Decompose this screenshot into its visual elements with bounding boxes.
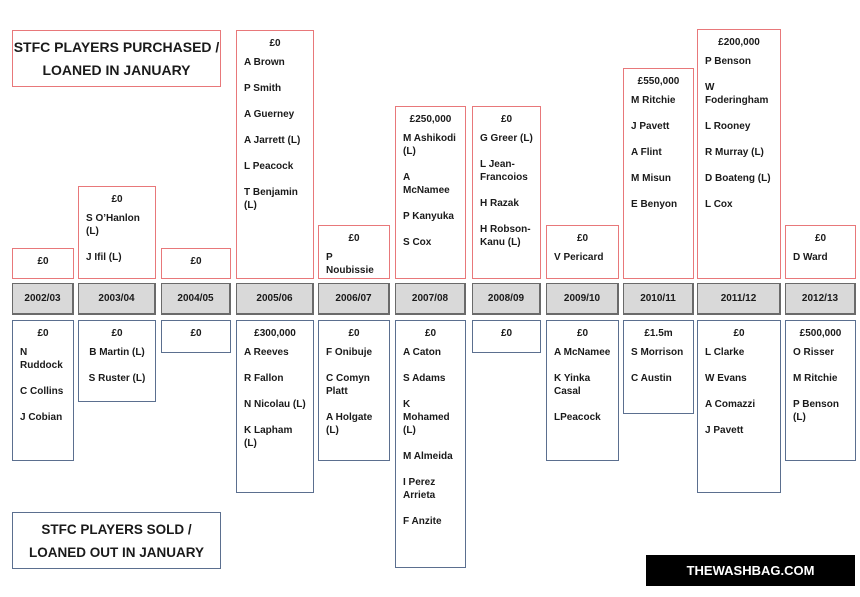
season-label: 2006/07: [318, 283, 390, 315]
sold-box-2009-10: [546, 320, 619, 461]
purchased-box-2012-13: [785, 225, 856, 279]
purchased-title: STFC PLAYERS PURCHASED / LOANED IN JANUARY: [12, 30, 221, 87]
purchased-box-2007-08: [395, 106, 466, 279]
sold-player: A Reeves: [244, 347, 289, 358]
sold-player: K Yinka Casal: [554, 373, 591, 397]
purchased-player: A McNamee: [403, 172, 450, 196]
sold-player: M Ritchie: [793, 373, 838, 384]
season-label: 2010/11: [623, 283, 694, 315]
sold-fee: £0: [190, 328, 202, 339]
purchased-player: H Razak: [480, 198, 519, 209]
purchased-box-2003-04: [78, 186, 156, 279]
purchased-player: L Jean-Francoios: [480, 159, 528, 183]
sold-box-2003-04: [78, 320, 156, 402]
purchased-player: A Guerney: [244, 109, 295, 120]
sold-player: M Almeida: [403, 451, 453, 462]
sold-fee: £0: [348, 328, 360, 339]
sold-player: R Fallon: [244, 373, 284, 384]
purchased-player: T Benjamin (L): [244, 187, 298, 211]
sold-fee: £1.5m: [644, 328, 673, 339]
purchased-box-2005-06: [236, 30, 314, 279]
season-label: 2005/06: [236, 283, 314, 315]
sold-player: K Mohamed (L): [403, 399, 450, 436]
sold-box-2005-06: [236, 320, 314, 493]
purchased-player: J Ifil (L): [86, 252, 122, 263]
sold-player: B Martin (L): [89, 347, 145, 358]
sold-player: C Collins: [20, 386, 64, 397]
purchased-player: S Cox: [403, 237, 432, 248]
purchased-box-2011-12: [697, 29, 781, 279]
purchased-fee: £0: [500, 114, 513, 125]
purchased-player: D Ward: [793, 252, 828, 263]
purchased-fee: £0: [269, 38, 281, 49]
purchased-player: A Jarrett (L): [244, 135, 301, 146]
purchased-fee: £0: [37, 256, 49, 267]
sold-player: L Clarke: [705, 347, 745, 358]
sold-player: I Perez Arrieta: [403, 477, 436, 501]
sold-box-2002-03: [12, 320, 74, 461]
season-label: 2007/08: [395, 283, 466, 315]
purchased-player: G Greer (L): [480, 133, 533, 144]
purchased-player: W Foderingham: [705, 82, 769, 106]
sold-player: S Adams: [403, 373, 446, 384]
purchased-player: P Smith: [244, 83, 282, 94]
sold-player: O Risser: [793, 347, 835, 358]
season-label: 2008/09: [472, 283, 541, 315]
sold-player: A Holgate (L): [326, 412, 373, 436]
purchased-player: J Pavett: [631, 121, 670, 132]
purchased-player: L Cox: [705, 199, 733, 210]
sold-box-2007-08: [395, 320, 466, 568]
sold-player: S Ruster (L): [88, 373, 146, 384]
sold-box-2004-05: [161, 320, 231, 353]
sold-fee: £300,000: [254, 328, 296, 339]
purchased-player: P Benson: [705, 56, 751, 67]
sold-player: W Evans: [705, 373, 747, 384]
sold-box-2010-11: [623, 320, 694, 414]
season-label: 2002/03: [12, 283, 74, 315]
purchased-box-2008-09: [472, 106, 541, 279]
purchased-box-2004-05: [161, 248, 231, 279]
sold-player: F Onibuje: [326, 347, 373, 358]
purchased-player: M Misun: [631, 173, 671, 184]
purchased-player: M Ritchie: [631, 95, 676, 106]
purchased-player: E Benyon: [631, 199, 678, 210]
sold-player: J Pavett: [705, 425, 744, 436]
sold-player: S Morrison: [631, 347, 684, 358]
season-label: 2003/04: [78, 283, 156, 315]
purchased-player: D Boateng (L): [705, 173, 771, 184]
purchased-player: P Kanyuka: [403, 211, 454, 222]
purchased-fee: £0: [814, 233, 827, 244]
sold-player: J Cobian: [20, 412, 63, 423]
purchased-fee: £0: [190, 256, 202, 267]
purchased-player: A Brown: [244, 57, 285, 68]
sold-fee: £0: [424, 328, 437, 339]
sold-box-2008-09: [472, 320, 541, 353]
sold-fee: £0: [576, 328, 589, 339]
sold-box-2012-13: [785, 320, 856, 461]
purchased-fee: £200,000: [718, 37, 760, 48]
sold-fee: £0: [111, 328, 123, 339]
purchased-player: R Murray (L): [705, 147, 764, 158]
purchased-fee: £0: [348, 233, 360, 244]
sold-player: LPeacock: [554, 412, 601, 423]
sold-player: P Benson (L): [793, 399, 839, 423]
sold-player: C Comyn Platt: [326, 373, 370, 397]
purchased-player: S O’Hanlon (L): [86, 213, 140, 237]
purchased-player: V Pericard: [554, 252, 604, 263]
purchased-box-2002-03: [12, 248, 74, 279]
purchased-box-2009-10: [546, 225, 619, 279]
sold-player: K Lapham (L): [244, 425, 293, 449]
sold-fee: £0: [500, 328, 513, 339]
purchased-player: M Ashikodi (L): [403, 133, 456, 157]
purchased-player: H Robson-Kanu (L): [480, 224, 531, 248]
purchased-fee: £0: [576, 233, 589, 244]
purchased-fee: £550,000: [637, 76, 680, 87]
purchased-player: L Rooney: [705, 121, 751, 132]
purchased-box-2010-11: [623, 68, 694, 279]
sold-box-2006-07: [318, 320, 390, 461]
season-label: 2009/10: [546, 283, 619, 315]
sold-player: A Caton: [403, 347, 441, 358]
season-label: 2011/12: [697, 283, 781, 315]
sold-title: STFC PLAYERS SOLD / LOANED OUT IN JANUARY: [12, 512, 221, 569]
sold-fee: £0: [733, 328, 745, 339]
sold-player: N Ruddock: [20, 347, 63, 371]
sold-player: C Austin: [631, 373, 672, 384]
purchased-player: A Flint: [631, 147, 662, 158]
sold-player: F Anzite: [403, 516, 442, 527]
purchased-player: L Peacock: [244, 161, 294, 172]
purchased-fee: £250,000: [409, 114, 452, 125]
season-label: 2004/05: [161, 283, 231, 315]
sold-player: N Nicolau (L): [244, 399, 306, 410]
purchased-fee: £0: [111, 194, 123, 205]
sold-fee: £500,000: [799, 328, 842, 339]
brand-label: THEWASHBAG.COM: [646, 555, 855, 586]
season-label: 2012/13: [785, 283, 856, 315]
purchased-player: P Noubissie: [326, 252, 374, 276]
sold-player: A Comazzi: [705, 399, 756, 410]
sold-player: A McNamee: [554, 347, 611, 358]
purchased-box-2006-07: [318, 225, 390, 279]
sold-box-2011-12: [697, 320, 781, 493]
sold-fee: £0: [37, 328, 49, 339]
